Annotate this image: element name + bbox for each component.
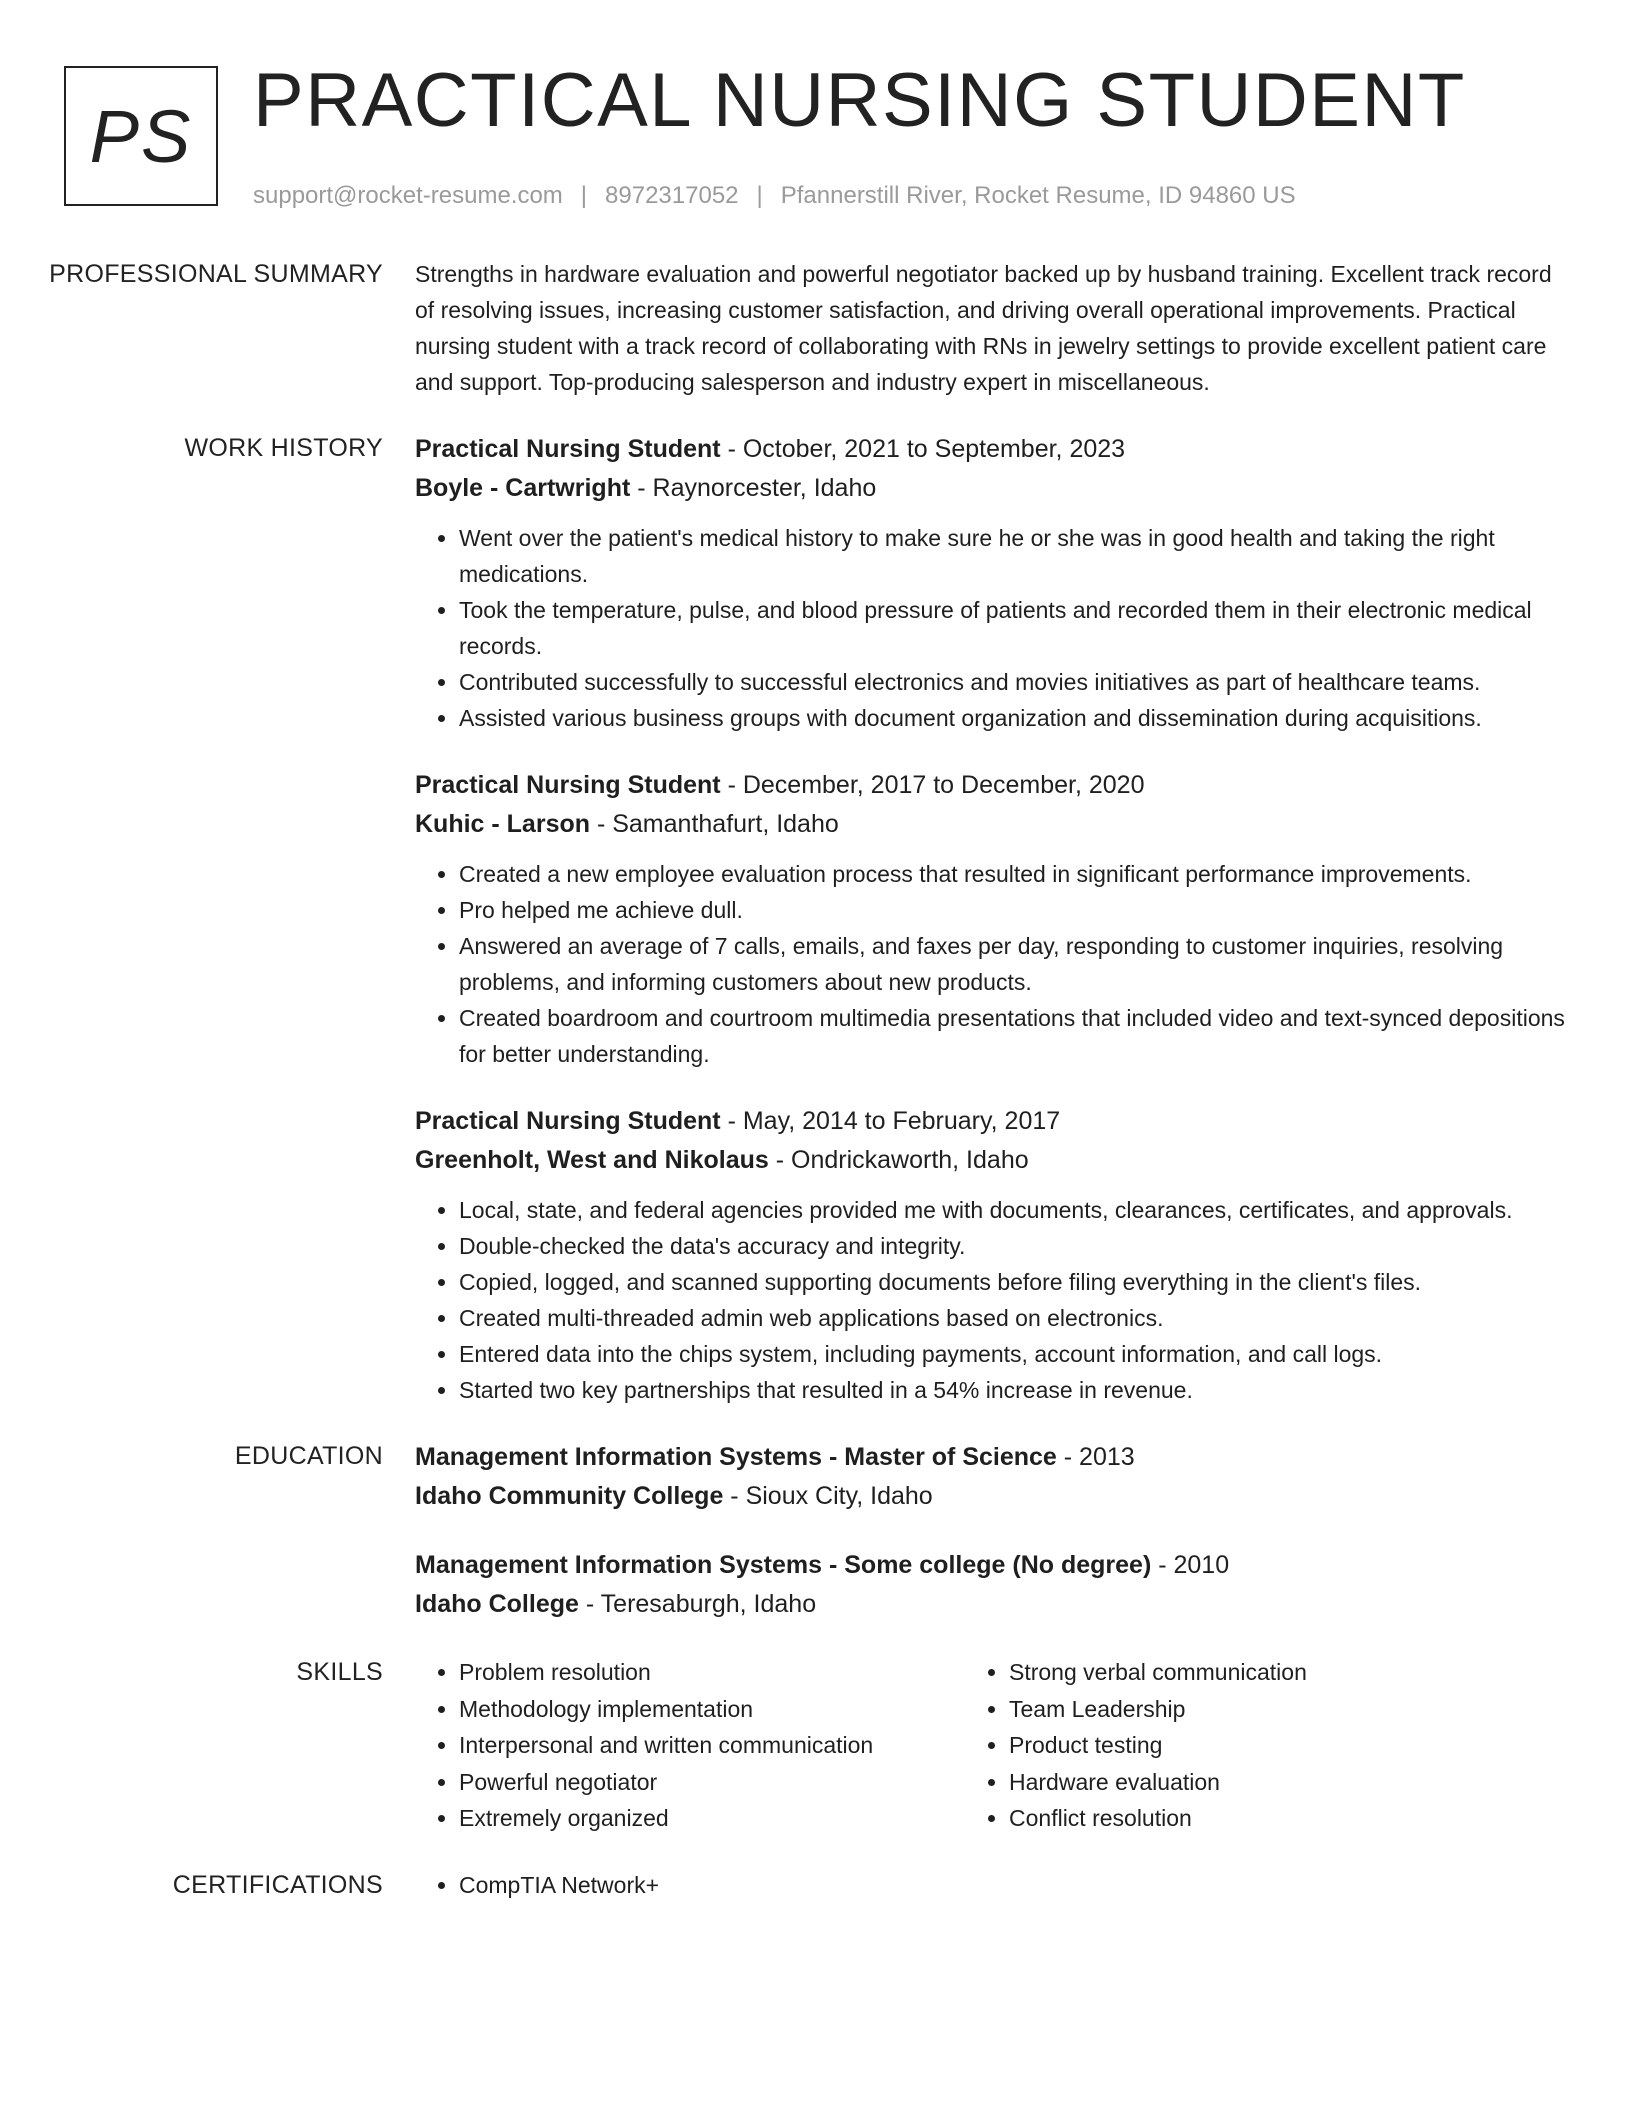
contact-phone: 8972317052 [605, 182, 739, 209]
contact-separator: | [756, 182, 763, 209]
certifications-body [415, 1867, 1565, 1903]
list-item: • Created multi-threaded admin web applications based on electronics. [459, 1300, 1565, 1336]
list-item: • Took the temperature, pulse, and blood pressure of patients and recorded them in their electronic medical records. [459, 592, 1565, 664]
job-role: Practical Nursing Student [415, 1107, 721, 1135]
skill-item: • Hardware evaluation [1009, 1764, 1515, 1801]
skill-item: • Problem resolution [459, 1654, 965, 1691]
list-item: • Answered an average of 7 calls, emails, and faxes per day, responding to customer inquiries, resolving problems, and informing customers about new products. [459, 928, 1565, 1000]
work-history-body [415, 430, 1565, 1408]
list-item: • Local, state, and federal agencies provided me with documents, clearances, certificates, and approvals. [459, 1192, 1565, 1228]
skills-list [965, 1654, 1515, 1837]
certification-item: • CompTIA Network+ [459, 1867, 1565, 1903]
job-company-line [415, 805, 1565, 844]
skills-column-left [415, 1654, 965, 1837]
job-entry [415, 1102, 1565, 1408]
degree-name: Management Information Systems - Master of Science [415, 1443, 1057, 1471]
school-name: Idaho Community College [415, 1482, 724, 1510]
section-title-summary: PROFESSIONAL SUMMARY [49, 260, 383, 288]
skill-item: • Strong verbal communication [1009, 1654, 1515, 1691]
education-entry [415, 1546, 1565, 1624]
degree-year: - 2013 [1056, 1443, 1135, 1471]
job-role: Practical Nursing Student [415, 771, 721, 799]
education-body [415, 1438, 1565, 1624]
degree-year: - 2010 [1151, 1551, 1230, 1579]
section-title-skills: SKILLS [296, 1658, 383, 1686]
job-role: Practical Nursing Student [415, 435, 721, 463]
skill-item: • Product testing [1009, 1727, 1515, 1764]
list-item: • Pro helped me achieve dull. [459, 892, 1565, 928]
skills-grid [415, 1654, 1565, 1837]
resume-header [253, 56, 1593, 210]
skill-item: • Extremely organized [459, 1800, 965, 1837]
skill-item: • Conflict resolution [1009, 1800, 1515, 1837]
job-entry [415, 430, 1565, 736]
job-location: - Samanthafurt, Idaho [590, 810, 839, 838]
list-item: • Assisted various business groups with document organization and dissemination during acquisitions. [459, 700, 1565, 736]
monogram-logo: PS [64, 66, 218, 206]
job-dates: - October, 2021 to September, 2023 [720, 435, 1126, 463]
certifications-list [415, 1867, 1565, 1903]
education-entry [415, 1438, 1565, 1516]
job-title-line [415, 1102, 1565, 1141]
skills-column-right [965, 1654, 1515, 1837]
job-location: - Ondrickaworth, Idaho [768, 1146, 1029, 1174]
job-company-line [415, 469, 1565, 508]
school-line [415, 1585, 1565, 1624]
skill-item: • Interpersonal and written communication [459, 1727, 965, 1764]
list-item: • Copied, logged, and scanned supporting documents before filing everything in the client's files. [459, 1264, 1565, 1300]
education-section [0, 1438, 1632, 1624]
section-title-work: WORK HISTORY [184, 434, 383, 462]
job-title-line [415, 430, 1565, 469]
job-bullets [415, 1192, 1565, 1408]
school-location: - Teresaburgh, Idaho [578, 1590, 817, 1618]
summary-section [0, 256, 1632, 400]
section-title-education: EDUCATION [234, 1442, 383, 1470]
work-history-section [0, 430, 1632, 1408]
job-entry [415, 766, 1565, 1072]
skills-body [415, 1654, 1565, 1837]
job-bullets [415, 520, 1565, 736]
candidate-name: PRACTICAL NURSING STUDENT [253, 58, 1466, 143]
school-line [415, 1477, 1565, 1516]
skills-section [0, 1654, 1632, 1837]
job-location: - Raynorcester, Idaho [630, 474, 877, 502]
list-item: • Double-checked the data's accuracy and integrity. [459, 1228, 1565, 1264]
list-item: • Started two key partnerships that resulted in a 54% increase in revenue. [459, 1372, 1565, 1408]
list-item: • Contributed successfully to successful electronics and movies initiatives as part of healthcare teams. [459, 664, 1565, 700]
list-item: • Entered data into the chips system, including payments, account information, and call logs. [459, 1336, 1565, 1372]
job-company-line [415, 1141, 1565, 1180]
job-title-line [415, 766, 1565, 805]
school-name: Idaho College [415, 1590, 579, 1618]
certifications-section [0, 1867, 1632, 1903]
skills-list [415, 1654, 965, 1837]
skill-item: • Team Leadership [1009, 1691, 1515, 1728]
contact-line [253, 182, 1593, 210]
section-title-certifications: CERTIFICATIONS [172, 1870, 383, 1899]
skill-item: • Methodology implementation [459, 1691, 965, 1728]
list-item: • Created boardroom and courtroom multimedia presentations that included video and text-synced depositions for better understanding. [459, 1000, 1565, 1072]
job-bullets [415, 856, 1565, 1072]
list-item: • Went over the patient's medical history to make sure he or she was in good health and taking the right medications. [459, 520, 1565, 592]
summary-body [415, 256, 1565, 400]
job-company: Kuhic - Larson [415, 810, 591, 838]
job-dates: - May, 2014 to February, 2017 [720, 1107, 1061, 1135]
degree-line [415, 1546, 1565, 1585]
job-company: Boyle - Cartwright [415, 474, 631, 502]
contact-email: support@rocket-resume.com [253, 182, 563, 209]
degree-line [415, 1438, 1565, 1477]
school-location: - Sioux City, Idaho [723, 1482, 933, 1510]
job-company: Greenholt, West and Nikolaus [415, 1146, 769, 1174]
contact-address: Pfannerstill River, Rocket Resume, ID 94860 US [780, 182, 1296, 209]
contact-separator: | [580, 182, 588, 209]
job-dates: - December, 2017 to December, 2020 [720, 771, 1145, 799]
summary-text: Strengths in hardware evaluation and powerful negotiator backed up by husband training. Excellent track record of resolving issues, increasing customer satisfaction, and driving overall operational improvements. Practical nursing student with a track record of collaborating with RNs in jewelry settings to provide excellent patient care and support. Top-producing salesperson and industry expert in miscellaneous. [415, 261, 1552, 395]
skill-item: • Powerful negotiator [459, 1764, 965, 1801]
degree-name: Management Information Systems - Some college (No degree) [415, 1551, 1152, 1579]
resume-content [0, 256, 1632, 1933]
list-item: • Created a new employee evaluation process that resulted in significant performance improvements. [459, 856, 1565, 892]
